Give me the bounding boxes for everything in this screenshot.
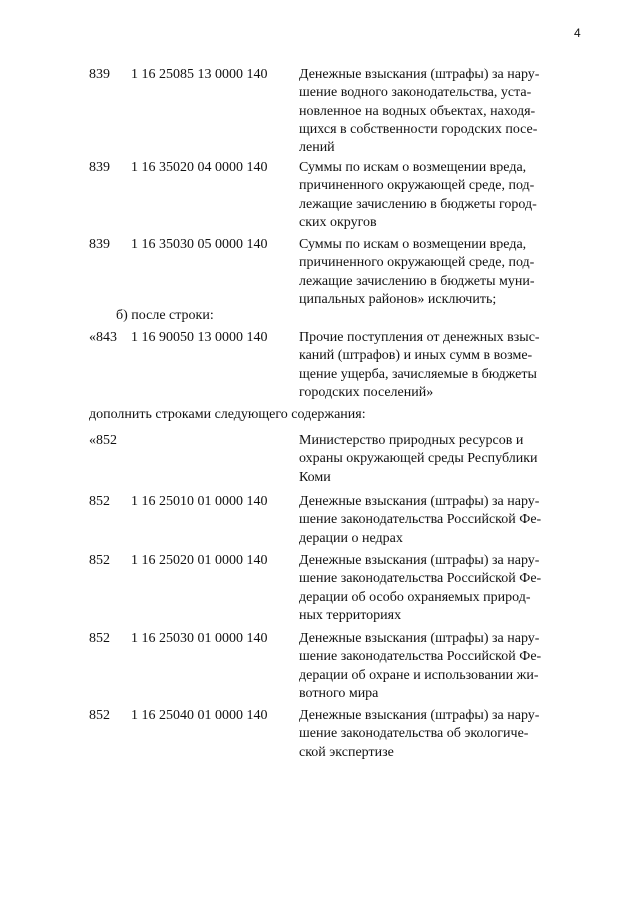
desc-line: Суммы по искам о возмещении вреда, <box>299 237 527 252</box>
row-description <box>299 66 565 157</box>
admin-code: 852 <box>89 494 110 509</box>
budget-code: 1 16 35020 04 0000 140 <box>131 160 268 175</box>
budget-code: 1 16 25020 01 0000 140 <box>131 553 268 568</box>
desc-line: Денежные взыскания (штрафы) за нару- <box>299 494 540 509</box>
desc-line: вотного мира <box>299 685 379 701</box>
note-after-row: б) после строки: <box>116 308 214 323</box>
row-description <box>299 493 565 548</box>
admin-code: «843 <box>89 330 117 345</box>
budget-code: 1 16 25010 01 0000 140 <box>131 494 268 509</box>
admin-code: «852 <box>89 433 117 448</box>
desc-line: шение законодательства Российской Фе- <box>299 649 542 665</box>
desc-line: ской экспертизе <box>299 744 394 760</box>
admin-code: 852 <box>89 553 110 568</box>
desc-line: шение законодательства Российской Фе- <box>299 512 542 528</box>
desc-line: шение законодательства об экологиче- <box>299 726 529 742</box>
desc-line: причиненного окружающей среде, под- <box>299 178 535 194</box>
desc-line: щихся в собственности городских посе- <box>299 121 538 137</box>
row-description <box>299 552 565 625</box>
desc-line: каний (штрафов) и иных сумм в возме- <box>299 348 533 364</box>
desc-line: лений <box>299 140 335 156</box>
desc-line: ских округов <box>299 214 377 230</box>
desc-line: Коми <box>299 469 331 485</box>
budget-code: 1 16 90050 13 0000 140 <box>131 330 268 345</box>
row-description <box>299 432 565 487</box>
desc-line: шение законодательства Российской Фе- <box>299 571 542 587</box>
row-description <box>299 236 565 309</box>
desc-line: дерации об охране и использовании жи- <box>299 667 539 683</box>
page-number: 4 <box>574 26 581 40</box>
note-add-rows: дополнить строками следующего содержания: <box>89 407 366 422</box>
desc-line: Денежные взыскания (штрафы) за нару- <box>299 67 540 82</box>
row-description <box>299 329 565 402</box>
desc-line: Прочие поступления от денежных взыс- <box>299 330 540 345</box>
budget-code: 1 16 25040 01 0000 140 <box>131 708 268 723</box>
admin-code: 839 <box>89 160 110 175</box>
desc-line: новленное на водных объектах, находя- <box>299 103 536 119</box>
admin-code: 839 <box>89 67 110 82</box>
row-description <box>299 159 565 232</box>
row-description <box>299 707 565 762</box>
desc-line: городских поселений» <box>299 384 434 400</box>
budget-code: 1 16 25030 01 0000 140 <box>131 631 268 646</box>
desc-line: охраны окружающей среды Республики <box>299 451 538 467</box>
desc-line: ных территориях <box>299 607 402 623</box>
desc-line: шение водного законодательства, уста- <box>299 85 532 101</box>
desc-line: ципальных районов» исключить; <box>299 291 497 307</box>
desc-line: дерации о недрах <box>299 530 403 546</box>
desc-line: Министерство природных ресурсов и <box>299 433 524 448</box>
admin-code: 852 <box>89 708 110 723</box>
desc-line: Суммы по искам о возмещении вреда, <box>299 160 527 175</box>
desc-line: Денежные взыскания (штрафы) за нару- <box>299 631 540 646</box>
row-description <box>299 630 565 703</box>
desc-line: лежащие зачислению в бюджеты муни- <box>299 273 535 289</box>
budget-code: 1 16 25085 13 0000 140 <box>131 67 268 82</box>
desc-line: причиненного окружающей среде, под- <box>299 255 535 271</box>
desc-line: лежащие зачислению в бюджеты город- <box>299 196 537 212</box>
desc-line: Денежные взыскания (штрафы) за нару- <box>299 553 540 568</box>
admin-code: 839 <box>89 237 110 252</box>
admin-code: 852 <box>89 631 110 646</box>
desc-line: дерации об особо охраняемых природ- <box>299 589 531 605</box>
desc-line: щение ущерба, зачисляемые в бюджеты <box>299 366 537 382</box>
desc-line: Денежные взыскания (штрафы) за нару- <box>299 708 540 723</box>
budget-code: 1 16 35030 05 0000 140 <box>131 237 268 252</box>
